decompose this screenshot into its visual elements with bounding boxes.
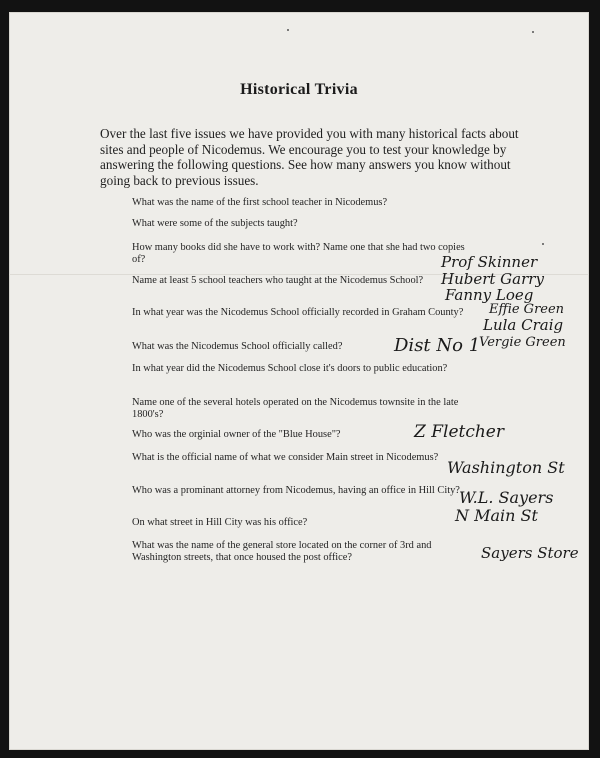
answer-teacher-3: Fanny Loeg (445, 286, 534, 304)
answer-teacher-5: Lula Craig (483, 316, 564, 334)
question-5: In what year was the Nicodemus School officially recorded in Graham County? (132, 307, 464, 318)
intro-paragraph: Over the last five issues we have provided you with many historical facts about sites and people of Nicodemus. We encourage you to test your knowledge by answering the following questions. See how many answers you know without going back to previous issues. (100, 126, 519, 188)
question-7: In what year did the Nicodemus School close it's doors to public education? (132, 363, 448, 374)
answer-teacher-4: Effie Green (489, 302, 565, 317)
answer-blue-house: Z Fletcher (414, 422, 504, 442)
question-8: Name one of the several hotels operated on the Nicodemus townsite in the late 1800's? (132, 397, 459, 420)
paper-speck (532, 31, 534, 33)
document-page (9, 12, 589, 750)
question-11: Who was a prominant attorney from Nicodemus, having an office in Hill City? (132, 485, 460, 496)
paper-speck (542, 243, 544, 245)
question-2: What were some of the subjects taught? (132, 218, 298, 229)
question-9: Who was the orginial owner of the "Blue House"? (132, 429, 341, 440)
question-10: What is the official name of what we consider Main street in Nicodemus? (132, 452, 439, 463)
answer-school-name: Dist No 1 (394, 335, 481, 356)
paper-speck (287, 29, 289, 31)
answer-teacher-6: Vergie Green (479, 335, 566, 350)
answer-office-street: N Main St (455, 506, 538, 525)
question-1: What was the name of the first school teacher in Nicodemus? (132, 197, 388, 208)
answer-teacher-1: Prof Skinner (441, 253, 538, 271)
answer-general-store: Sayers Store (481, 544, 579, 562)
page-title: Historical Trivia (240, 81, 358, 98)
answer-attorney: W.L. Sayers (459, 488, 554, 507)
question-6: What was the Nicodemus School officially called? (132, 341, 343, 352)
answer-teacher-2: Hubert Garry (441, 270, 544, 288)
question-12: On what street in Hill City was his office? (132, 517, 308, 528)
question-13: What was the name of the general store located on the corner of 3rd and Washington streets, that once housed the post office? (132, 540, 432, 563)
answer-main-street: Washington St (447, 458, 565, 477)
question-4: Name at least 5 school teachers who taught at the Nicodemus School? (132, 275, 424, 286)
question-3: How many books did she have to work with? Name one that she had two copies of? (132, 242, 465, 265)
